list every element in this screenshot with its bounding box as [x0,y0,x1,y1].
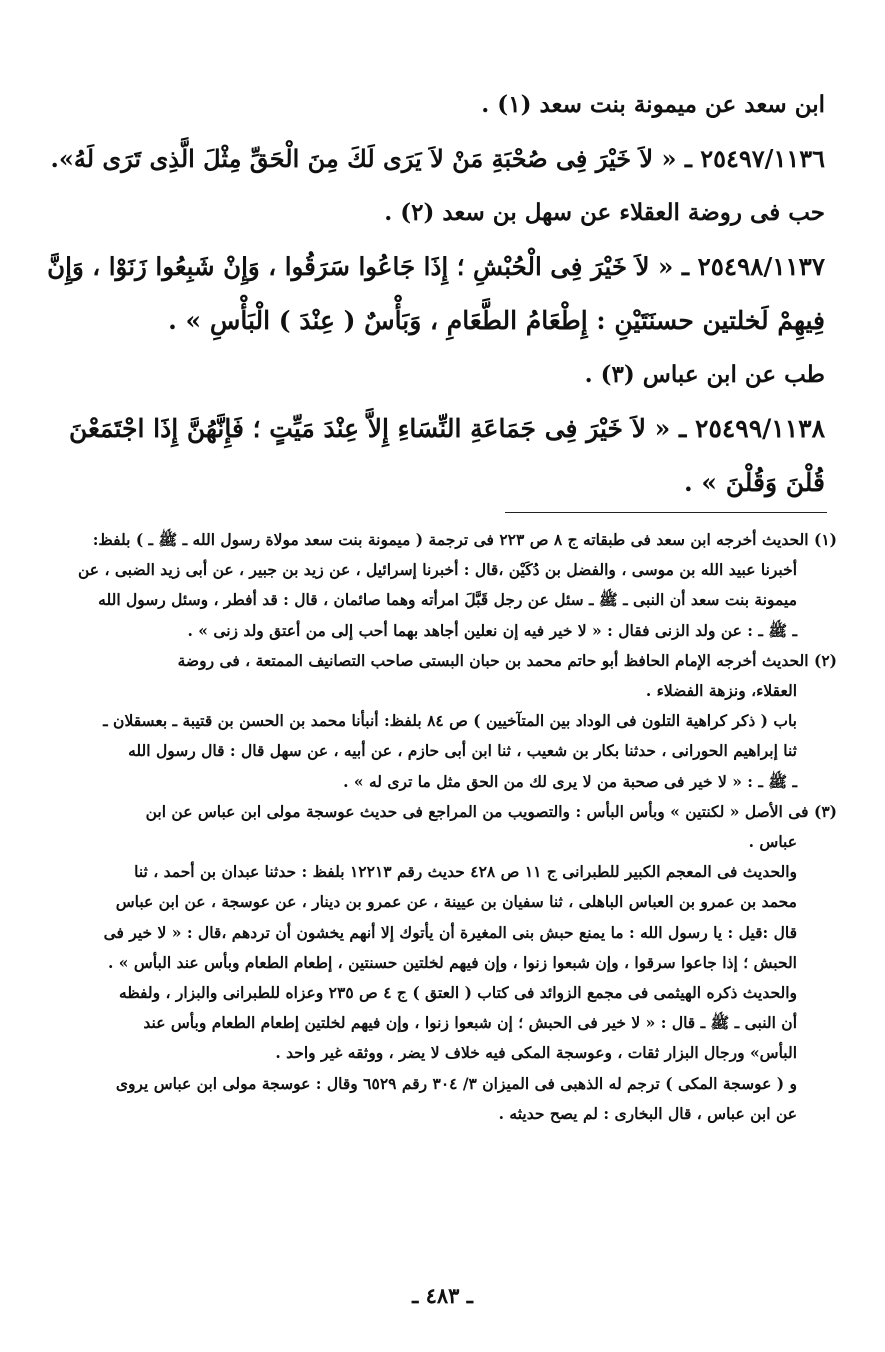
footnote-line: ـ ﷺ ـ : عن ولد الزنى فقال : « لا خير فيه إن نعلين أجاهد بهما أحب إلى من أعتق ولد زنى » . [187,620,797,640]
page-number: ـ ٤٨٣ ـ [412,1283,473,1308]
footnote-line: عباس . [748,832,797,852]
hadith-line: ٢٥٤٩٩/١١٣٨ ـ « لاَ خَيْرَ فِى جَمَاعَةِ النِّسَاءِ إِلاَّ عِنْدَ مَيِّتٍ ؛ فَإِنَّهُنَّ إِذَا اجْتَمَعْنَ [68,414,825,443]
footnote-line: قال :قيل : يا رسول الله : ما يمنع حبش بنى المغيرة أن يأتوك إلا أنهم يخشون أن تردهم ،قال : « لا خير فى [103,922,797,942]
footnote-line: والحديث فى المعجم الكبير للطبرانى ج ١١ ص ٤٢٨ حديث رقم ١٢٢١٣ بلفظ : حدثنا عبدان بن أحمد ، ثنا [134,862,797,882]
footnote-line: محمد بن عمرو بن العباس الباهلى ، ثنا سفيان بن عيينة ، عن عمرو بن دينار ، عن عوسجة ، عن ابن عباس [115,892,797,912]
source-line: ابن سعد عن ميمونة بنت سعد (١) . [481,91,825,118]
source-line: حب فى روضة العقلاء عن سهل بن سعد (٢) . [384,199,825,226]
footnote-line: (٣) فى الأصل « لكنتين » وبأس البأس : والتصويب من المراجع فى حديث عوسجة مولى ابن عباس عن ابن [145,801,837,821]
source-line: طب عن ابن عباس (٣) . [584,361,825,388]
footnote-line: أن النبى ـ ﷺ ـ قال : « لا خير فى الحبش ؛ إن شبعوا زنوا ، وإن فيهم لخلتين إطعام الطعام وبأس عند [143,1013,797,1033]
hadith-line: فِيهِمْ لَخلتين حسنَتَيْنِ : إِطْعَامُ الطَّعَامِ ، وَبَأْسٌ ( عِنْدَ ) الْبَأْسِ » . [168,306,825,335]
footnote-line: و ( عوسجة المكى ) ترجم له الذهبى فى الميزان ٣/ ٣٠٤ رقم ٦٥٢٩ وقال : عوسجة مولى ابن عباس يروى [115,1073,797,1093]
main-text [45,78,825,510]
hadith-line: ٢٥٤٩٧/١١٣٦ ـ « لاَ خَيْرَ فِى صُحْبَةِ مَنْ لاَ يَرَى لَكَ مِنَ الْحَقِّ مِثْلَ الَّذِى تَرَى لَهُ». [50,144,825,173]
hadith-line: ٢٥٤٩٨/١١٣٧ ـ « لاَ خَيْرَ فِى الْحُبْشِ ؛ إِذَا جَاعُوا سَرَقُوا ، وَإِنْ شَبِعُوا زَنَوْا ، وَإِنَّ [47,252,825,281]
footnote-line: (١) الحديث أخرجه ابن سعد فى طبقاته ج ٨ ص ٢٢٣ فى ترجمة ( ميمونة بنت سعد مولاة رسول الله ـ ﷺ ـ ) بلفظ: [92,530,837,549]
footnote-separator [505,512,827,513]
footnote-line: ـ ﷺ ـ : « لا خير فى صحبة من لا يرى لك من الحق مثل ما ترى له » . [343,771,797,791]
footnotes [37,525,837,1129]
footnote-line: (٢) الحديث أخرجه الإمام الحافظ أبو حاتم محمد بن حبان البستى صاحب التصانيف الممتعة ، فى روضة [177,650,837,670]
footnote-line: عن ابن عباس ، قال البخارى : لم يصح حديثه . [498,1103,797,1123]
footnote-line: الحبش ؛ إذا جاعوا سرقوا ، وإن شبعوا زنوا ، وإن فيهم لخلتين حسنتين ، إطعام الطعام وبأس عند البأس » . [107,952,797,972]
footnote-line: ميمونة بنت سعد أن النبى ـ ﷺ ـ سئل عن رجل قَبَّلَ امرأته وهما صائمان ، قال : قد أفطر ، وسئل رسول الله [98,590,797,610]
footnote-line: البأس» ورجال البزار ثقات ، وعوسجة المكى فيه خلاف لا يضر ، ووثقه غير واحد . [275,1043,797,1063]
hadith-line: قُلْنَ وَقُلْنَ » . [683,468,825,497]
footnote-line: باب ( ذكر كراهية التلون فى الوداد بين المتآخيين ) ص ٨٤ بلفظ: أنبأنا محمد بن الحسن بن قتيبة ـ بعسقلان ـ [103,711,797,731]
footnote-line: ثنا إبراهيم الحورانى ، حدثنا بكار بن شعيب ، ثنا ابن أبى حازم ، عن أبيه ، عن سهل قال : قال رسول الله [128,741,797,761]
footnote-line: والحديث ذكره الهيثمى فى مجمع الزوائد فى كتاب ( العتق ) ج ٤ ص ٢٣٥ وعزاه للطبرانى والبزار ، ولفظه [119,983,797,1003]
footnote-line: أخبرنا عبيد الله بن موسى ، والفضل بن دُكَيْن ،قال : أخبرنا إسرائيل ، عن زيد بن جبير ، عن أبى زيد الضبى ، عن [78,560,797,580]
footnote-line: العقلاء، ونزهة الفضلاء . [645,681,797,701]
